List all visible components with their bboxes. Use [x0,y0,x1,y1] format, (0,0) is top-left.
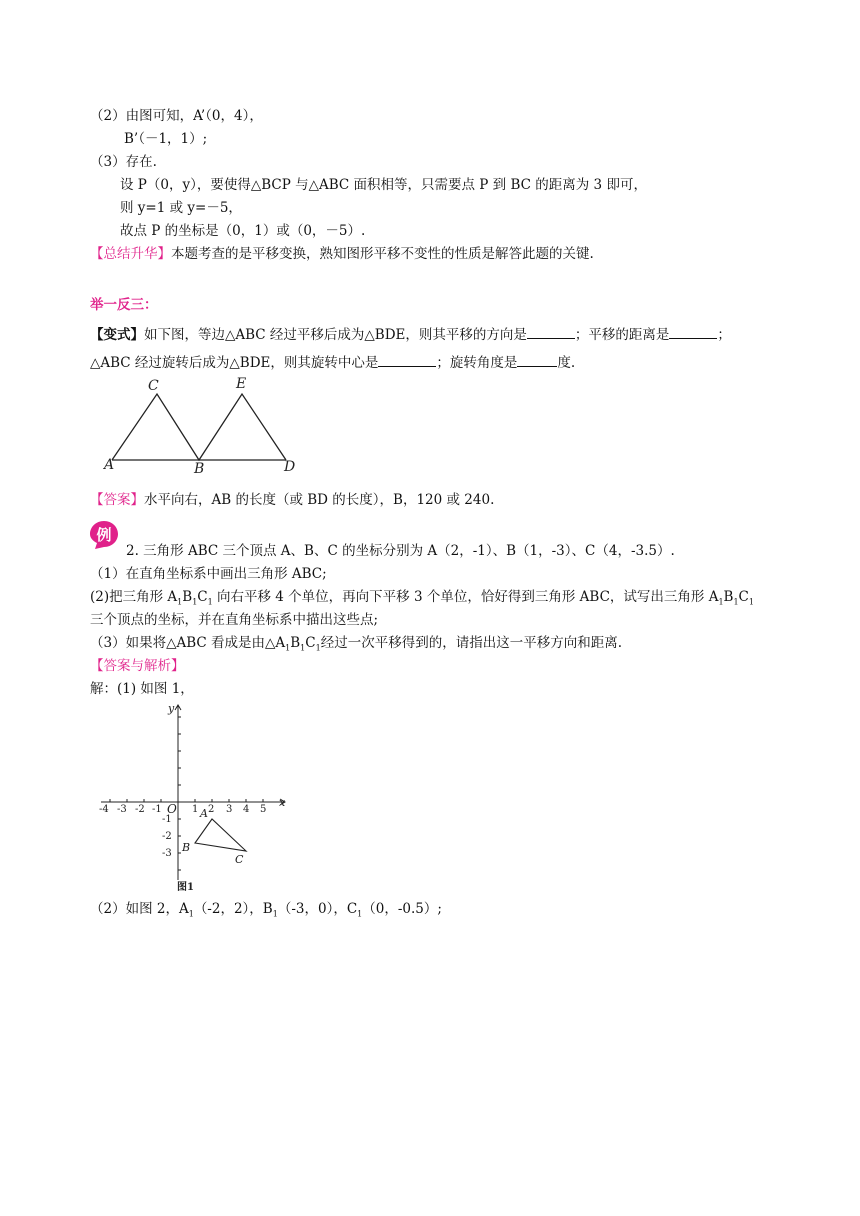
example-badge-icon [89,520,119,550]
y-tick-label: -2 [162,831,172,842]
y-axis-label: y [168,702,175,715]
tri-a1b1c1: $A_1B_1C_1$ [167,589,213,607]
figure-caption: 图1 [177,882,194,893]
variant-line1 [90,326,731,344]
answer1-text: 水平向右，AB 的长度（或 BD 的长度），B，120 或 240. [144,492,495,508]
point-a-label: A [200,807,208,820]
variant-text6: 度. [557,355,576,371]
example-title: 2. 三角形 ABC 三个顶点 A、B、C 的坐标分别为 A（2，-1）、B（1，-3）、C（4，-3.5）. [126,543,675,559]
label-A: A [104,457,115,473]
q2-text-a: (2)把三角形 [90,589,168,605]
label-C: C [148,378,159,394]
center-blank[interactable] [378,354,436,367]
q3-text-a: （3）如果将△ABC 看成是由△ [90,635,276,651]
x-tick-label: -2 [135,804,145,815]
part3-line2: 设 P（0，y），要使得△BCP 与△ABC 面积相等，只需要点 P 到 BC 的距离为 3 即可， [120,177,647,193]
coordinate-figure [95,700,295,895]
triangle-abc [195,819,246,851]
x-tick-label: -3 [117,804,127,815]
summary-line [90,245,594,263]
x-tick-label: 3 [226,804,233,815]
answer2-tag: 【答案与解析】 [90,658,185,674]
variant-text5: ；旋转角度是 [436,355,518,371]
variant-line2 [90,354,575,372]
part3-line1: （3）存在. [90,154,157,170]
answer1-tag: 【答案】 [90,492,144,508]
answer1-line [90,491,494,509]
example-badge-text: 例 [96,526,112,544]
x-axis-label: x [279,796,286,809]
label-B: B [194,461,205,476]
solution-2: （2）如图 2，$A_1(-2$，2），$B_1(-3$，0），$C_1(0$，-0.5）; [90,901,442,919]
example-q1: （1）在直角坐标系中画出三角形 ABC; [90,566,327,582]
tri-a1b1c1-2: $A_1B_1C_1$ [708,589,754,607]
q3-text-b: 经过一次平移得到的，请指出这一平移方向和距离. [320,635,622,651]
direction-blank[interactable] [527,326,575,339]
angle-blank[interactable] [517,354,557,367]
x-tick-label: 5 [260,804,267,815]
part2-line1: （2）由图可知，A’（0，4）， [90,108,263,124]
summary-tag: 【总结升华】 [90,246,171,262]
variant-text3: ； [717,327,731,343]
example-q3 [90,634,622,658]
summary-text: 本题考查的是平移变换，熟知图形平移不变性的性质是解答此题的关键. [171,246,594,262]
example-q2-cont: 三个顶点的坐标，并在直角坐标系中描出这些点; [90,612,379,628]
y-tick-label: -1 [162,814,172,825]
tri-a1b1c1-3: $A_1B_1C_1$ [275,635,321,653]
section-title: 举一反三： [90,297,158,313]
solution-1: 解：(1) 如图 1， [90,681,194,697]
x-tick-label: -1 [152,804,162,815]
x-tick-label: 4 [243,804,250,815]
point-c-label: C [235,853,244,866]
part2-line2: B’（－1，1）; [124,131,208,147]
part3-line3: 则 y=1 或 y=－5， [120,200,242,216]
origin-label: O [167,802,177,816]
x-tick-label: -4 [99,804,109,815]
translation-figure [100,372,310,476]
distance-blank[interactable] [669,326,717,339]
x-tick-label: 1 [192,804,199,815]
point-b-label: B [182,841,191,854]
y-tick-label: -3 [162,848,172,859]
variant-text4: △ABC 经过旋转后成为△BDE，则其旋转中心是 [90,355,379,371]
part3-line4: 故点 P 的坐标是（0，1）或（0，－5）. [120,223,366,239]
x-tick-label: 2 [208,804,215,815]
q2-text-b: 向右平移 4 个单位，再向下平移 3 个单位，恰好得到三角形 ABC，试写出三角形 [212,589,709,605]
triangle-sides [112,394,286,460]
example-q2 [90,588,754,612]
variant-text2: ；平移的距离是 [574,327,670,343]
variant-tag: 【变式】 [90,327,144,343]
variant-text1: 如下图，等边△ABC 经过平移后成为△BDE，则其平移的方向是 [144,327,527,343]
label-D: D [284,459,296,475]
label-E: E [236,376,247,392]
